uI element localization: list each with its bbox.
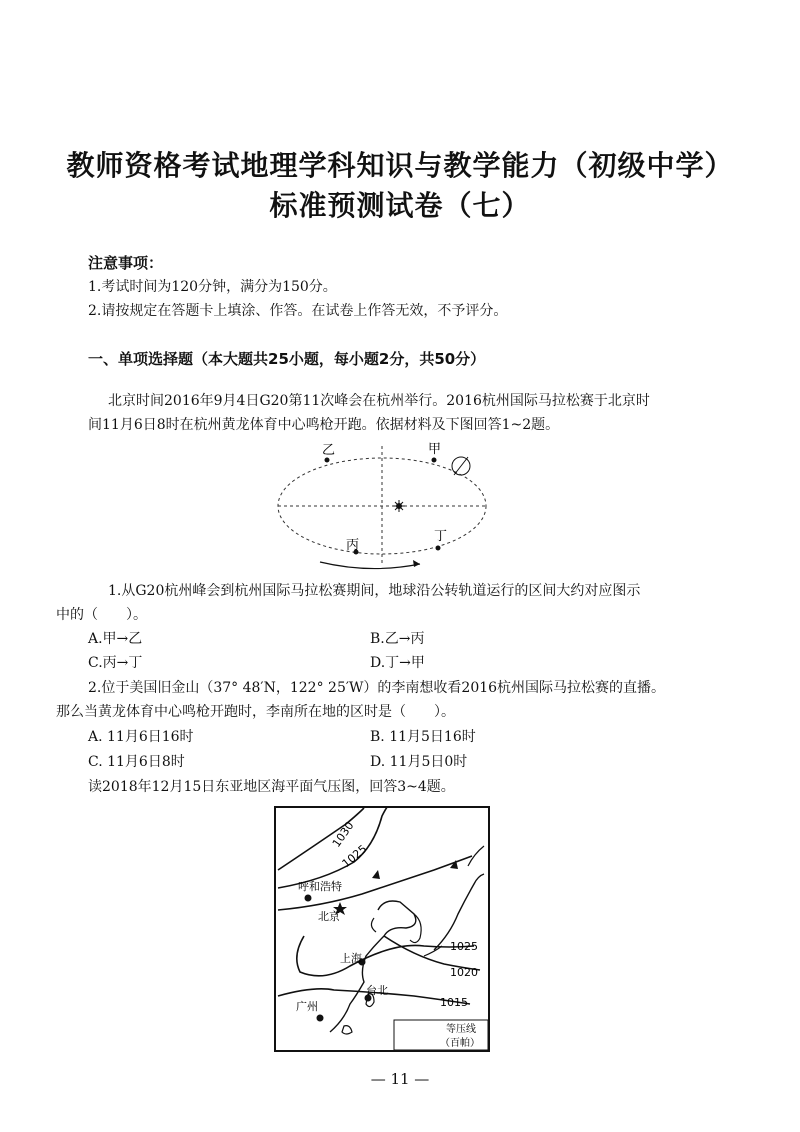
- q1-option-a[interactable]: A.甲→乙: [88, 631, 143, 647]
- isobar-label-1020: 1020: [450, 966, 478, 979]
- q2-option-a[interactable]: A. 11月6日16时: [88, 729, 194, 745]
- q1-option-d[interactable]: D.丁→甲: [370, 655, 425, 671]
- isobar-label-1025-east: 1025: [450, 940, 478, 953]
- material2-line: 读2018年12月15日东亚地区海平面气压图，回答3~4题。: [88, 779, 455, 795]
- q2-option-c[interactable]: C. 11月6日8时: [88, 754, 185, 770]
- material1-line1: 北京时间2016年9月4日G20第11次峰会在杭州举行。2016杭州国际马拉松赛于北京时: [108, 393, 650, 409]
- orbit-label-ding: 丁: [434, 529, 448, 544]
- orbit-direction-arrow: [320, 562, 420, 569]
- orbit-point-jia: [432, 458, 437, 463]
- notice-item-1: 1.考试时间为120分钟，满分为150分。: [88, 279, 337, 295]
- material1-line2: 间11月6日8时在杭州黄龙体育中心鸣枪开跑。依据材料及下图回答1~2题。: [88, 417, 560, 433]
- q2-option-b[interactable]: B. 11月5日16时: [370, 729, 476, 745]
- orbit-label-yi: 乙: [322, 443, 336, 458]
- orbit-label-bing: 丙: [346, 538, 360, 553]
- guangzhou-marker: [317, 1015, 324, 1022]
- hohhot-marker: [305, 895, 312, 902]
- orbit-label-jia: 甲: [428, 442, 442, 457]
- isobar-label-1025-north: 1025: [339, 842, 370, 871]
- page-title: 教师资格考试地理学科知识与教学能力（初级中学）: [66, 149, 734, 182]
- q1-line2: 中的（ ）。: [56, 607, 147, 623]
- q2-line2: 那么当黄龙体育中心鸣枪开跑时，李南所在地的区时是（ ）。: [56, 704, 455, 720]
- legend-line1: 等压线: [446, 1024, 476, 1035]
- legend-line2: （百帕）: [440, 1038, 480, 1049]
- q2-line1: 2.位于美国旧金山（37° 48′N，122° 25′W）的李南想收看2016杭州国际马拉松赛的直播。: [88, 680, 666, 696]
- map-frame: [275, 807, 489, 1051]
- page-number: — 11 —: [370, 1070, 430, 1088]
- city-beijing: 北京: [318, 910, 340, 923]
- city-shanghai: 上海: [340, 952, 362, 965]
- notice-item-2: 2.请按规定在答题卡上填涂、作答。在试卷上作答无效，不予评分。: [88, 303, 508, 319]
- orbit-diagram: [270, 436, 500, 570]
- isobar-label-1015: 1015: [440, 996, 468, 1009]
- city-hohhot: 呼和浩特: [298, 880, 342, 893]
- pressure-map: [274, 806, 490, 1052]
- q1-option-c[interactable]: C.丙→丁: [88, 655, 143, 671]
- isobar-label-1030: 1030: [329, 819, 357, 850]
- q1-line1: 1.从G20杭州峰会到杭州国际马拉松赛期间，地球沿公转轨道运行的区间大约对应图示: [108, 583, 641, 599]
- orbit-point-yi: [325, 458, 330, 463]
- section-heading: 一、单项选择题（本大题共25小题，每小题2分，共50分）: [88, 350, 486, 368]
- page-subtitle: 标准预测试卷（七）: [269, 189, 531, 222]
- city-taipei: 台北: [366, 984, 388, 997]
- earth-icon: [452, 457, 470, 475]
- notice-heading: 注意事项：: [88, 254, 164, 272]
- sun-icon: [393, 500, 405, 512]
- q2-option-d[interactable]: D. 11月5日0时: [370, 754, 468, 770]
- city-guangzhou: 广州: [296, 1000, 318, 1013]
- q1-option-b[interactable]: B.乙→丙: [370, 631, 425, 647]
- arrow-head-icon: [413, 560, 420, 567]
- orbit-point-ding: [436, 546, 441, 551]
